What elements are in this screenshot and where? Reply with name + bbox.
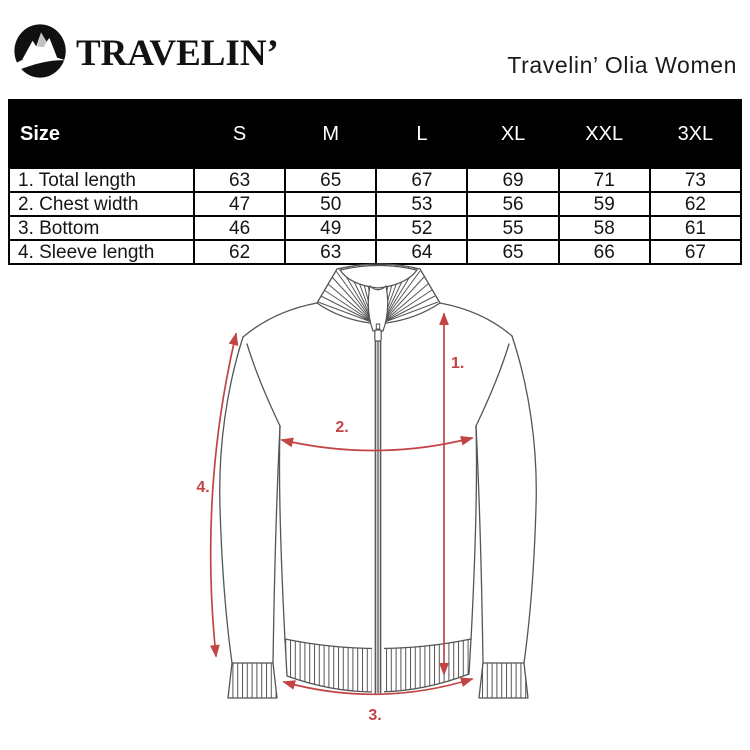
size-col-header-l: L <box>376 100 467 168</box>
travelin-mountain-logo-icon <box>13 22 69 80</box>
jacket-measurement-diagram <box>170 262 590 737</box>
measurement-value: 65 <box>285 168 376 192</box>
measurement-label: 2. Chest width <box>9 192 194 216</box>
size-header-row <box>9 100 741 168</box>
measurement-label: 4. Sleeve length <box>9 240 194 264</box>
measurement-value: 71 <box>559 168 650 192</box>
measurement-label: 1. Total length <box>9 168 194 192</box>
size-col-header-m: M <box>285 100 376 168</box>
arrow-label-2: 2. <box>335 419 349 436</box>
table-row-chest-width <box>9 192 741 216</box>
arrow-label-1: 1. <box>451 355 465 372</box>
measurement-label: 3. Bottom <box>9 216 194 240</box>
sleeve-length-arrow <box>211 334 236 656</box>
measurement-value: 73 <box>650 168 741 192</box>
measurement-value: 64 <box>376 240 467 264</box>
right-cuff <box>479 663 528 698</box>
brand-name: TRAVELIN’ <box>76 32 279 74</box>
arrow-label-3: 3. <box>368 707 382 724</box>
measurement-value: 47 <box>194 192 285 216</box>
measurement-value: 67 <box>376 168 467 192</box>
measurement-value: 69 <box>467 168 558 192</box>
measurement-value: 52 <box>376 216 467 240</box>
measurement-value: 53 <box>376 192 467 216</box>
table-row-sleeve-length <box>9 240 741 264</box>
measurement-value: 46 <box>194 216 285 240</box>
measurement-value: 55 <box>467 216 558 240</box>
measurement-value: 50 <box>285 192 376 216</box>
measurement-value: 59 <box>559 192 650 216</box>
measurement-value: 62 <box>194 240 285 264</box>
measurement-value: 62 <box>650 192 741 216</box>
measurement-value: 66 <box>559 240 650 264</box>
brand-logo <box>13 22 279 80</box>
size-col-header-xl: XL <box>467 100 558 168</box>
measurement-value: 49 <box>285 216 376 240</box>
table-row-bottom <box>9 216 741 240</box>
size-col-header-xxl: XXL <box>559 100 650 168</box>
table-row-total-length <box>9 168 741 192</box>
zipper <box>375 324 381 694</box>
measurement-value: 67 <box>650 240 741 264</box>
size-column-title: Size <box>9 100 194 168</box>
size-col-header-3xl: 3XL <box>650 100 741 168</box>
left-cuff <box>228 663 277 698</box>
measurement-value: 63 <box>194 168 285 192</box>
size-col-header-s: S <box>194 100 285 168</box>
measurement-value: 61 <box>650 216 741 240</box>
measurement-value: 65 <box>467 240 558 264</box>
measurement-value: 63 <box>285 240 376 264</box>
product-title: Travelin’ Olia Women <box>507 52 737 78</box>
size-chart-table <box>8 99 742 265</box>
measurement-value: 58 <box>559 216 650 240</box>
measurement-value: 56 <box>467 192 558 216</box>
zipper-slider <box>376 324 379 329</box>
zipper-pull <box>375 330 381 341</box>
measurement-arrows <box>211 314 472 694</box>
arrow-label-4: 4. <box>196 479 210 496</box>
